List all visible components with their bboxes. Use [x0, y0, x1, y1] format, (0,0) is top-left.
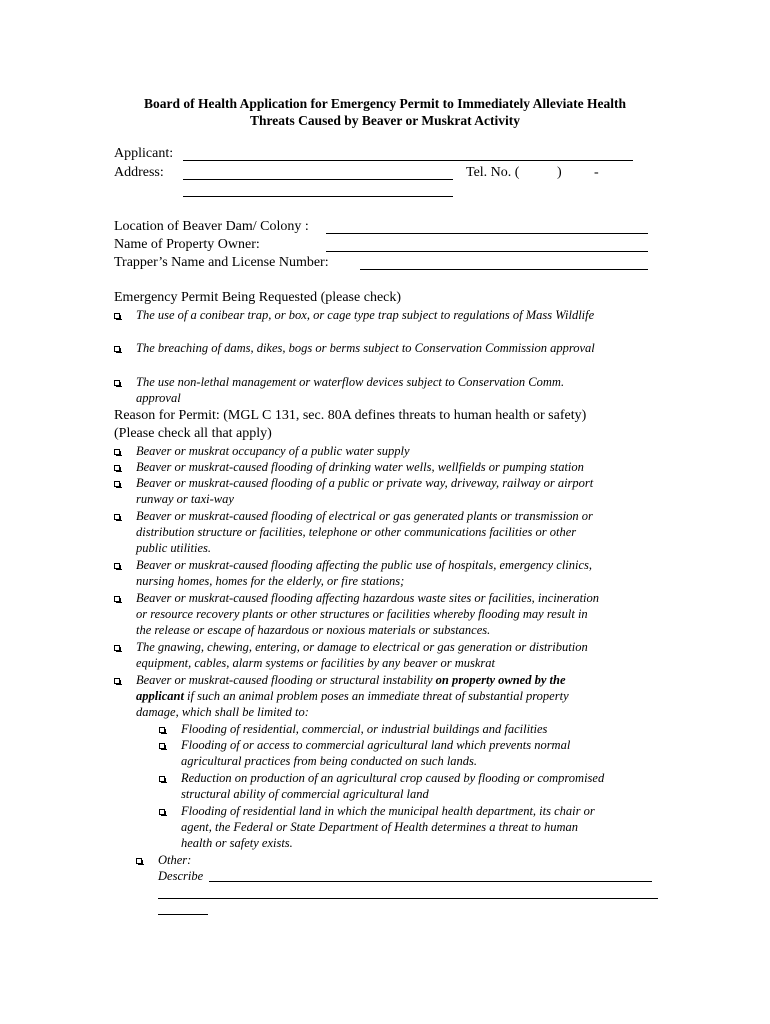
permit-option-2-checkbox[interactable]: [114, 346, 120, 352]
reason-3-text-l1: Beaver or muskrat-caused flooding of a public or private way, driveway, railway or airport: [136, 476, 594, 490]
permit-heading: Emergency Permit Being Requested (please check): [114, 290, 402, 305]
sub-1-text: Flooding of residential, commercial, or industrial buildings and facilities: [181, 722, 548, 736]
sub-4-text-l1: Flooding of residential land in which the municipal health department, its chair or: [181, 804, 595, 818]
reason-8-text-l1b-bold: on property owned by the: [435, 673, 566, 687]
permit-option-1-checkbox[interactable]: [114, 313, 120, 319]
reason-8-text-l1: [136, 673, 566, 688]
describe-field-line2[interactable]: [158, 898, 658, 899]
form-title-line1: Board of Health Application for Emergency Permit to Immediately Alleviate Health: [144, 96, 626, 111]
reason-8-text-l3: damage, which shall be limited to:: [136, 705, 309, 719]
reason-8-checkbox[interactable]: [114, 678, 120, 684]
reason-4-text-l2: distribution structure or facilities, telephone or other communications facilities or other: [136, 525, 577, 539]
tel-close-paren: ): [557, 165, 562, 180]
permit-option-3-text-l2: approval: [136, 391, 181, 405]
sub-3-checkbox[interactable]: [159, 776, 165, 782]
sub-4-checkbox[interactable]: [159, 809, 165, 815]
reason-3-text-l2: runway or taxi-way: [136, 492, 234, 506]
sub-2-text-l2: agricultural practices from being conducted on such lands.: [181, 754, 478, 768]
reason-8-text-l2: [136, 689, 569, 704]
reason-8-text-l2b: if such an animal problem poses an immediate threat of substantial property: [183, 689, 569, 703]
sub-2-text-l1: Flooding of or access to commercial agricultural land which prevents normal: [181, 738, 571, 752]
tel-dash: -: [594, 165, 599, 180]
reason-3-checkbox[interactable]: [114, 481, 120, 487]
reason-5-text-l1: Beaver or muskrat-caused flooding affecting the public use of hospitals, emergency clinics,: [136, 558, 593, 572]
reason-7-text-l2: equipment, cables, alarm systems or facilities by any beaver or muskrat: [136, 656, 495, 670]
property-owner-label: Name of Property Owner:: [114, 237, 260, 252]
dam-location-label: Location of Beaver Dam/ Colony :: [114, 219, 309, 234]
sub-4-text-l3: health or safety exists.: [181, 836, 293, 850]
reason-2-checkbox[interactable]: [114, 465, 120, 471]
sub-4-text-l2: agent, the Federal or State Department of Health determines a threat to human: [181, 820, 579, 834]
sub-2-checkbox[interactable]: [159, 743, 165, 749]
reason-4-text-l3: public utilities.: [136, 541, 211, 555]
reason-7-checkbox[interactable]: [114, 645, 120, 651]
other-label: Other:: [158, 853, 192, 867]
describe-field-line1[interactable]: [209, 881, 652, 882]
reason-4-checkbox[interactable]: [114, 514, 120, 520]
reason-6-checkbox[interactable]: [114, 596, 120, 602]
reason-8-text-l2a-bold: applicant: [136, 689, 184, 703]
reason-4-text-l1: Beaver or muskrat-caused flooding of electrical or gas generated plants or transmission or: [136, 509, 593, 523]
describe-label: Describe: [158, 869, 204, 883]
reason-6-text-l2: or resource recovery plants or other structures or facilities whereby flooding may result in: [136, 607, 588, 621]
reason-6-text-l3: the release or escape of hazardous or noxious materials or substances.: [136, 623, 491, 637]
reason-1-checkbox[interactable]: [114, 449, 120, 455]
permit-option-3-text-l1: The use non-lethal management or waterflow devices subject to Conservation Comm.: [136, 375, 565, 389]
property-owner-field[interactable]: [326, 251, 648, 252]
address-label: Address:: [114, 165, 164, 180]
reason-7-text-l1: The gnawing, chewing, entering, or damage to electrical or gas generation or distribution: [136, 640, 588, 654]
address-field-line2[interactable]: [183, 196, 453, 197]
form-title-line2: Threats Caused by Beaver or Muskrat Activity: [250, 113, 520, 128]
reason-heading-l1: Reason for Permit: (MGL C 131, sec. 80A defines threats to human health or safety): [114, 408, 587, 423]
dam-location-field[interactable]: [326, 233, 648, 234]
reason-6-text-l1: Beaver or muskrat-caused flooding affecting hazardous waste sites or facilities, incineration: [136, 591, 600, 605]
applicant-label: Applicant:: [114, 146, 174, 161]
reason-heading-l2: (Please check all that apply): [114, 426, 272, 441]
other-checkbox[interactable]: [136, 858, 142, 864]
trapper-field[interactable]: [360, 269, 648, 270]
sub-3-text-l2: structural ability of commercial agricultural land: [181, 787, 429, 801]
describe-field-line3[interactable]: [158, 914, 208, 915]
reason-5-checkbox[interactable]: [114, 563, 120, 569]
address-field-line1[interactable]: [183, 179, 453, 180]
tel-label: Tel. No. (: [466, 165, 520, 180]
reason-1-text: Beaver or muskrat occupancy of a public water supply: [136, 444, 410, 458]
permit-option-1-text: The use of a conibear trap, or box, or cage type trap subject to regulations of Mass Wildlife: [136, 308, 595, 322]
sub-3-text-l1: Reduction on production of an agricultural crop caused by flooding or compromised: [181, 771, 605, 785]
reason-8-text-l1a: Beaver or muskrat-caused flooding or structural instability: [136, 673, 436, 687]
permit-option-3-checkbox[interactable]: [114, 380, 120, 386]
reason-2-text: Beaver or muskrat-caused flooding of drinking water wells, wellfields or pumping station: [136, 460, 584, 474]
sub-1-checkbox[interactable]: [159, 727, 165, 733]
permit-option-2-text: The breaching of dams, dikes, bogs or berms subject to Conservation Commission approval: [136, 341, 595, 355]
reason-5-text-l2: nursing homes, homes for the elderly, or fire stations;: [136, 574, 405, 588]
applicant-field[interactable]: [183, 160, 633, 161]
trapper-label: Trapper’s Name and License Number:: [114, 255, 329, 270]
